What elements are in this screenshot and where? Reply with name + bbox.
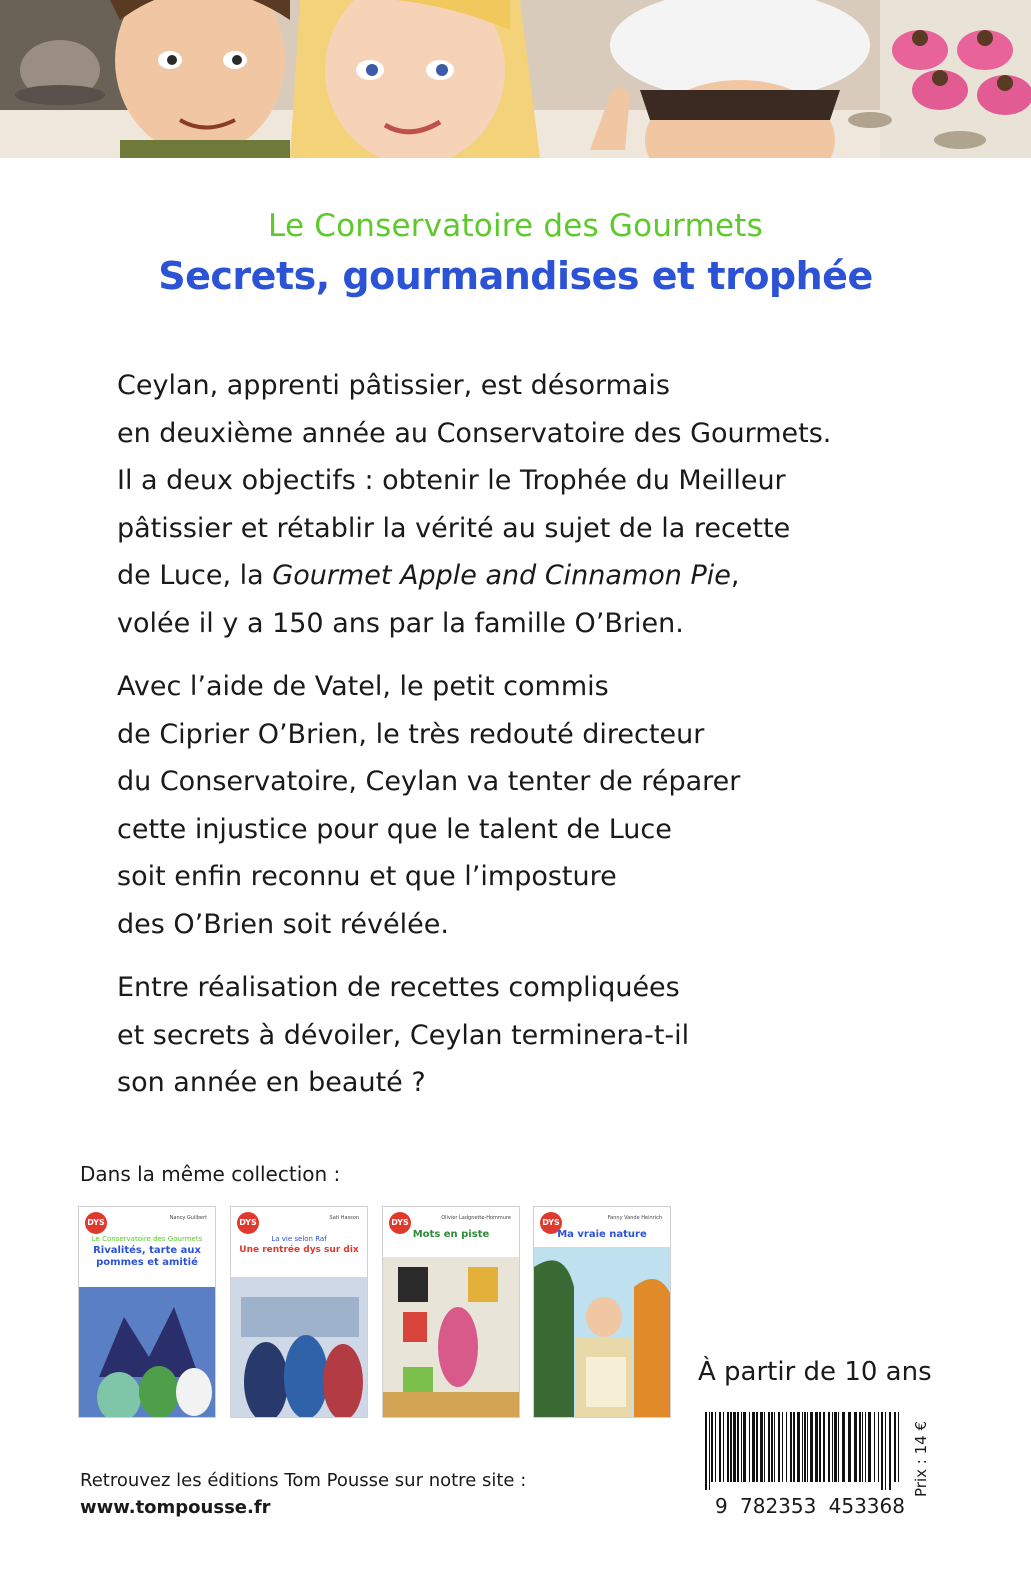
blurb-line: soit enfin reconnu et que l’imposture: [117, 861, 617, 892]
barcode-bar: [752, 1412, 755, 1482]
blurb-line: Avec l’aide de Vatel, le petit commis: [117, 671, 609, 702]
barcode-bar: [865, 1412, 866, 1482]
book-cover[interactable]: [230, 1206, 368, 1418]
barcode-bar: [828, 1412, 830, 1482]
barcode-bar: [885, 1412, 886, 1490]
barcode-bar: [859, 1412, 861, 1482]
dys-logo: DYS: [85, 1212, 107, 1234]
blurb-line: son année en beauté ?: [117, 1067, 426, 1098]
blurb-line: de Ciprier O’Brien, le très redouté directeur: [117, 718, 705, 750]
isbn-digit-group: 782353: [740, 1494, 817, 1518]
barcode-bar: [862, 1412, 863, 1482]
book-title: Secrets, gourmandises et trophée: [158, 254, 873, 298]
blurb-paragraph-3: [117, 964, 947, 1107]
header-illustration: [0, 0, 1031, 158]
cover-author: Fanny Vande Heinrich: [607, 1215, 662, 1221]
barcode-bar: [797, 1412, 800, 1482]
price-label: Prix : 14 €: [912, 1421, 930, 1498]
recipe-name: Gourmet Apple and Cinnamon Pie: [272, 560, 731, 591]
blurb-line: [117, 552, 947, 600]
barcode-bar: [819, 1412, 821, 1482]
barcode-bar: [711, 1412, 713, 1482]
blurb-line: volée il y a 150 ans par la famille O’Brien.: [117, 607, 684, 639]
blurb-paragraph-2: [117, 663, 947, 948]
cover-title: Une rentrée dys sur dix: [239, 1245, 359, 1255]
dys-logo: DYS: [389, 1212, 411, 1234]
collection-label: Dans la même collection :: [80, 1162, 341, 1186]
barcode-bar: [727, 1412, 729, 1482]
barcode-bar: [874, 1412, 875, 1482]
barcode-bar: [768, 1412, 770, 1482]
barcode-bar: [756, 1412, 758, 1482]
blurb-line: cette injustice pour que le talent de Luce: [117, 813, 672, 845]
barcode-bar: [749, 1412, 750, 1482]
cover-title: Mots en piste: [412, 1229, 490, 1240]
barcode-bar: [764, 1412, 765, 1482]
barcode-bar: [709, 1412, 710, 1490]
barcode-bar: [723, 1412, 724, 1482]
book-cover[interactable]: [78, 1206, 216, 1418]
barcode-bar: [889, 1412, 891, 1490]
barcode-bar: [737, 1412, 739, 1482]
blurb: [117, 362, 947, 1107]
website-link[interactable]: www.tompousse.fr: [80, 1497, 271, 1518]
barcode-bar: [815, 1412, 818, 1482]
barcode-bar: [719, 1412, 721, 1482]
barcode-bar: [786, 1412, 787, 1482]
barcode-bar: [807, 1412, 808, 1482]
barcode-bar: [878, 1412, 879, 1482]
barcode-bar: [834, 1412, 837, 1482]
blurb-line: Entre réalisation de recettes compliquées: [117, 972, 680, 1003]
barcode-bar: [793, 1412, 795, 1482]
barcode-bar: [848, 1412, 851, 1482]
blurb-text: ,: [730, 560, 740, 591]
blurb-line: en deuxième année au Conservatoire des Gourmets.: [117, 417, 832, 449]
barcode-bar: [760, 1412, 763, 1482]
isbn-digits: [715, 1494, 905, 1518]
blurb-text: de Luce, la: [117, 560, 273, 591]
age-label: À partir de 10 ans: [698, 1357, 932, 1387]
blurb-line: pâtissier et rétablir la vérité au sujet de la recette: [117, 512, 791, 544]
barcode-bar: [804, 1412, 806, 1482]
blurb-line: des O’Brien soit révélée.: [117, 908, 449, 940]
book-cover[interactable]: [533, 1206, 671, 1418]
barcode-bar: [782, 1412, 783, 1482]
series-title: Le Conservatoire des Gourmets: [268, 208, 763, 244]
cover-author: Olivier Ladgnette-Hommure: [441, 1215, 511, 1221]
barcode-bar: [881, 1412, 883, 1490]
dys-logo: DYS: [540, 1212, 562, 1234]
barcode-bar: [802, 1412, 803, 1482]
barcode-bar: [730, 1412, 732, 1482]
barcode-bar: [838, 1412, 839, 1482]
barcode-bar: [790, 1412, 792, 1482]
barcode-bar: [854, 1412, 857, 1482]
blurb-line: Ceylan, apprenti pâtissier, est désormais: [117, 370, 670, 401]
barcode-bar: [715, 1412, 716, 1482]
cover-title: Ma vraie nature: [557, 1229, 647, 1240]
barcode-bar: [771, 1412, 773, 1482]
barcode-bar: [741, 1412, 742, 1482]
barcode-bar: [823, 1412, 825, 1482]
blurb-paragraph-1: [117, 362, 947, 647]
book-cover[interactable]: [382, 1206, 520, 1418]
blurb-line: du Conservatoire, Ceylan va tenter de réparer: [117, 766, 741, 797]
barcode: [703, 1412, 903, 1490]
isbn-digit-group: 453368: [828, 1494, 905, 1518]
barcode-bar: [733, 1412, 736, 1482]
barcode-bar: [842, 1412, 845, 1482]
blurb-line: et secrets à dévoiler, Ceylan terminera-t-il: [117, 1019, 690, 1051]
dys-logo: DYS: [237, 1212, 259, 1234]
cover-author: Nancy Guilbert: [169, 1215, 207, 1221]
blurb-line: Il a deux objectifs : obtenir le Trophée du Meilleur: [117, 465, 786, 496]
barcode-bar: [810, 1412, 813, 1482]
barcode-bar: [898, 1412, 899, 1482]
barcode-bar: [894, 1412, 896, 1482]
cover-author: Sati Hasson: [329, 1215, 359, 1221]
barcode-bar: [778, 1412, 780, 1482]
barcode-bar: [832, 1412, 833, 1482]
barcode-bar: [743, 1412, 746, 1482]
barcode-bar: [705, 1412, 707, 1490]
cover-title: Rivalités, tarte aux pommes et amitié: [93, 1245, 201, 1268]
isbn-digit-group: 9: [715, 1494, 728, 1518]
cover-series: La vie selon Raf: [271, 1235, 327, 1243]
barcode-bar: [774, 1412, 775, 1482]
barcode-bar: [868, 1412, 871, 1482]
cover-series: Le Conservatoire des Gourmets: [91, 1235, 203, 1243]
website-intro: Retrouvez les éditions Tom Pousse sur notre site :: [80, 1470, 527, 1491]
